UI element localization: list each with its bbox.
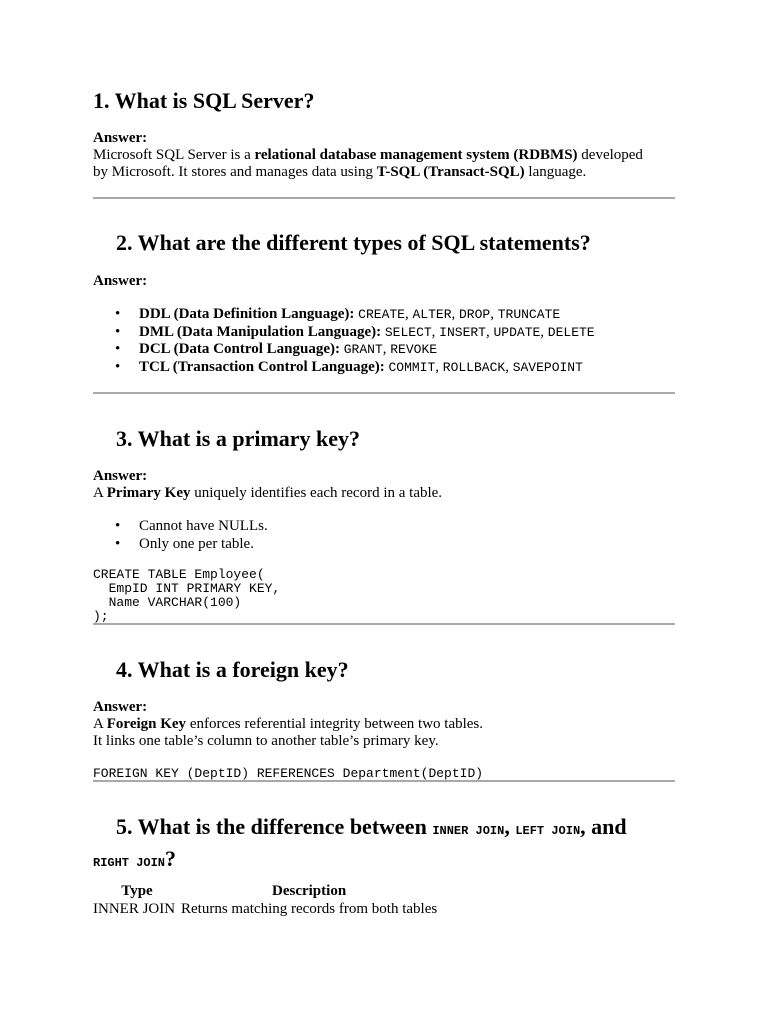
question-2-heading: 2. What are the different types of SQL statements? xyxy=(116,230,591,255)
q4-answer-line-1: A Foreign Key enforces referential integrity between two tables. xyxy=(93,716,484,732)
bullet-icon: • xyxy=(115,518,121,534)
primary-key-code-block: CREATE TABLE Employee( EmpID INT PRIMARY KEY, Name VARCHAR(100) ); xyxy=(93,567,281,624)
column-header-type: Type xyxy=(121,883,153,899)
bullet-icon: • xyxy=(115,341,121,357)
answer-label: Answer: xyxy=(93,699,148,715)
table-row xyxy=(93,900,437,918)
column-header-description: Description xyxy=(272,883,347,899)
list-item: • DDL (Data Definition Language): CREATE, ALTER, DROP, TRUNCATE xyxy=(115,306,561,322)
answer-label: Answer: xyxy=(93,468,148,484)
bullet-icon: • xyxy=(115,358,121,375)
bullet-icon: • xyxy=(115,306,121,322)
q1-answer-line-2: by Microsoft. It stores and manages data using T-SQL (Transact-SQL) language. xyxy=(93,164,587,180)
list-item: • Cannot have NULLs. xyxy=(115,518,268,534)
table-cell: Returns matching records from both tables xyxy=(181,901,438,917)
foreign-key-code-block: FOREIGN KEY (DeptID) REFERENCES Department(DeptID) xyxy=(93,766,484,781)
question-1-heading: 1. What is SQL Server? xyxy=(93,88,315,113)
answer-label: Answer: xyxy=(93,130,148,146)
list-item: • Only one per table. xyxy=(115,535,254,552)
question-3-heading: 3. What is a primary key? xyxy=(116,426,361,451)
answer-label: Answer: xyxy=(93,273,148,289)
bullet-icon: • xyxy=(115,535,121,552)
divider xyxy=(93,197,675,199)
join-comparison-table xyxy=(93,882,437,918)
list-item: • DML (Data Manipulation Language): SELECT, INSERT, UPDATE, DELETE xyxy=(115,323,595,340)
divider xyxy=(93,780,675,782)
question-4-heading: 4. What is a foreign key? xyxy=(116,657,349,682)
q3-answer-text: A Primary Key uniquely identifies each record in a table. xyxy=(93,485,443,501)
divider xyxy=(93,392,675,394)
table-cell: INNER JOIN xyxy=(93,901,176,917)
q1-answer-line-1: Microsoft SQL Server is a relational database management system (RDBMS) developed xyxy=(93,147,643,163)
list-item: • DCL (Data Control Language): GRANT, REVOKE xyxy=(115,341,438,357)
list-item: • TCL (Transaction Control Language): COMMIT, ROLLBACK, SAVEPOINT xyxy=(115,358,583,375)
primary-key-rules-list xyxy=(93,518,693,553)
bullet-icon: • xyxy=(115,323,121,340)
table-header-row xyxy=(93,882,437,900)
divider xyxy=(93,623,675,625)
sql-statement-types-list xyxy=(93,306,693,376)
question-5-heading: 5. What is the difference between INNER JOIN, LEFT JOIN, and RIGHT JOIN? xyxy=(93,814,627,871)
q4-answer-line-2: It links one table’s column to another table’s primary key. xyxy=(93,733,439,749)
